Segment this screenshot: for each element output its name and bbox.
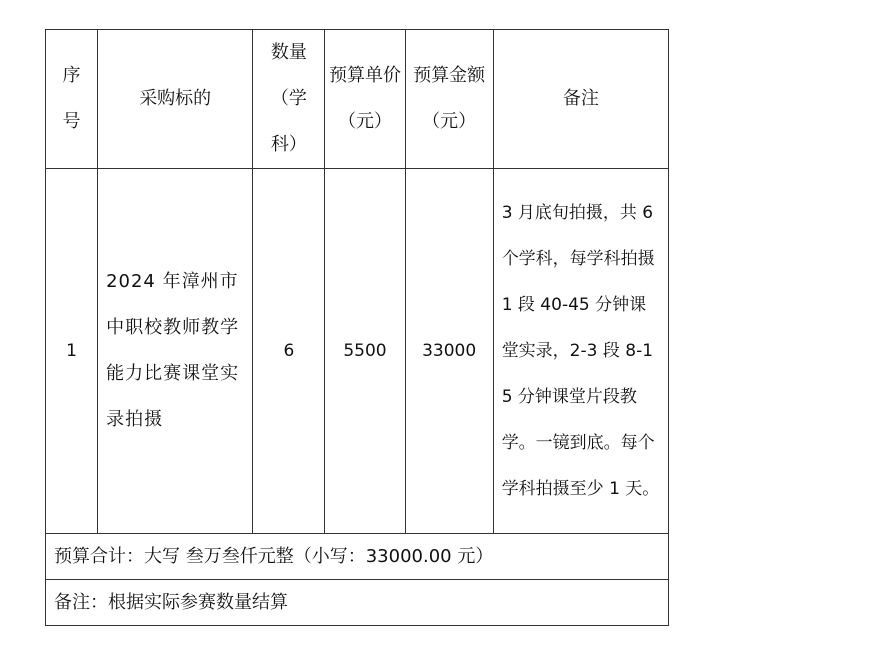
cell-notes: 3 月底旬拍摄，共 6 个学科，每学科拍摄 1 段 40-45 分钟课堂实录，2-3 段 8-15 分钟课堂片段教学。一镜到底。每个学科拍摄至少 1 天。 <box>493 169 668 534</box>
table-row <box>46 169 669 534</box>
cell-amount: 33000 <box>405 169 493 534</box>
header-seq: 序号 <box>46 30 98 169</box>
budget-total: 预算合计：大写 叁万叁仟元整（小写：33000.00 元） <box>46 534 669 580</box>
cell-quantity: 6 <box>253 169 325 534</box>
budget-table <box>45 29 669 626</box>
remark: 备注：根据实际参赛数量结算 <box>46 580 669 626</box>
cell-item: 2024 年漳州市中职校教师教学能力比赛课堂实录拍摄 <box>98 169 253 534</box>
header-amount: 预算金额（元） <box>405 30 493 169</box>
cell-unit-price: 5500 <box>325 169 405 534</box>
header-item: 采购标的 <box>98 30 253 169</box>
remark-row <box>46 580 669 626</box>
table-header-row <box>46 30 669 169</box>
cell-seq: 1 <box>46 169 98 534</box>
header-notes: 备注 <box>493 30 668 169</box>
header-unit-price: 预算单价（元） <box>325 30 405 169</box>
header-quantity: 数量（学科） <box>253 30 325 169</box>
budget-total-row <box>46 534 669 580</box>
